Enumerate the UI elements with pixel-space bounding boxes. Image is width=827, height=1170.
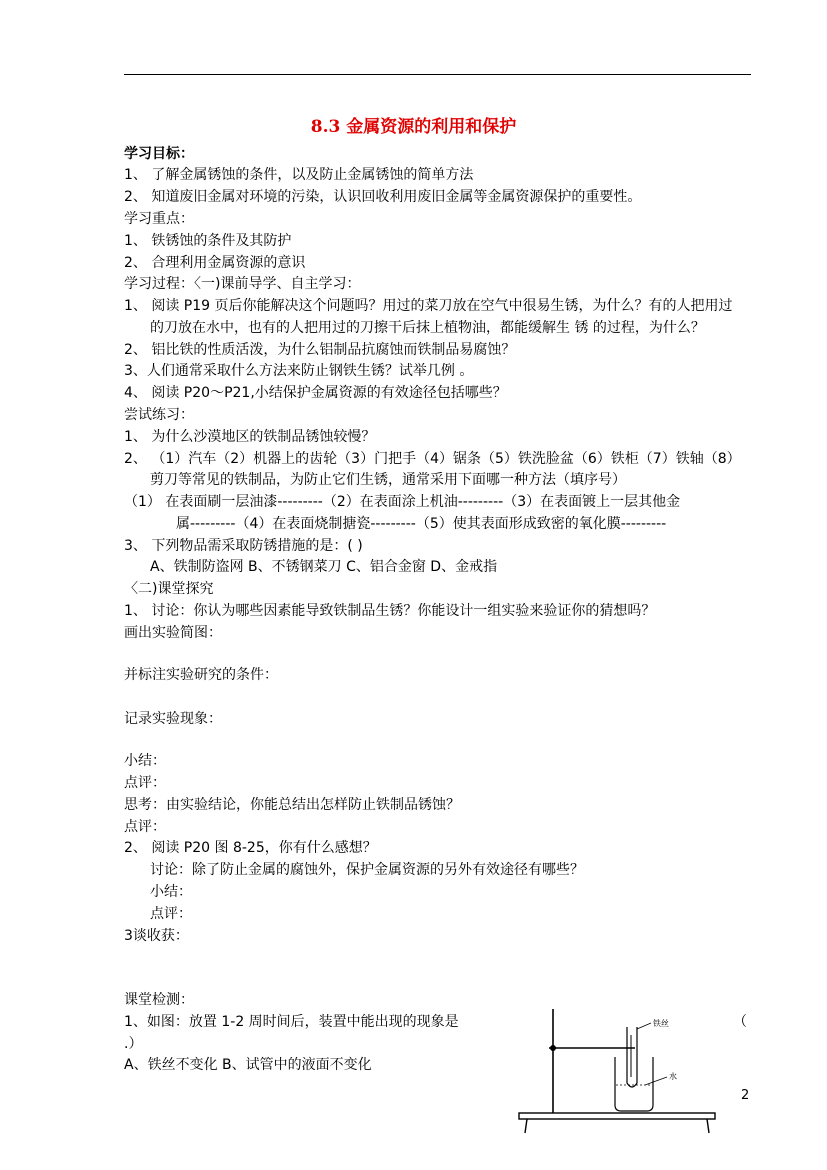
text-line: 2、 （1）汽车（2）机器上的齿轮（3）门把手（4）锯条（5）铁洗脸盆（6）铁柜（7）铁轴（8） <box>124 451 741 467</box>
text-line: 1、 了解金属锈蚀的条件，以及防止金属锈蚀的简单方法 <box>124 167 474 183</box>
section-heading: 课堂检测： <box>124 992 194 1008</box>
text-line: 点评： <box>124 775 166 791</box>
text-line: .） <box>124 1036 143 1052</box>
text-line: A、铁丝不变化 B、试管中的液面不变化 <box>124 1057 372 1073</box>
text-line: 2、 知道废旧金属对环境的污染，认识回收利用废旧金属等金属资源保护的重要性。 <box>124 189 642 205</box>
text-line: 2、 阅读 P20 图 8-25，你有什么感想？ <box>124 840 377 856</box>
text-line: 属---------（4）在表面烧制搪瓷---------（5）使其表面形成致密的氧化膜--------- <box>176 516 667 532</box>
text-line: 记录实验现象： <box>124 711 222 727</box>
experiment-apparatus-figure <box>505 1005 730 1135</box>
text-line: 3、 下列物品需采取防锈措施的是：( ) <box>124 538 363 554</box>
test-tube <box>627 1027 637 1087</box>
text-line: 小结： <box>124 753 166 769</box>
text-line: 思考：由实验结论，你能总结出怎样防止铁制品锈蚀？ <box>124 797 460 813</box>
text-line: 2、 铝比铁的性质活泼，为什么铝制品抗腐蚀而铁制品易腐蚀？ <box>124 342 516 358</box>
section-heading: 学习过程：〈一)课前导学、自主学习： <box>124 276 361 292</box>
text-line: 1、 铁锈蚀的条件及其防护 <box>124 233 292 249</box>
text-line: 点评： <box>124 819 166 835</box>
text-line: 讨论：除了防止金属的腐蚀外，保护金属资源的另外有效途径有哪些？ <box>150 862 584 878</box>
text-line: 3谈收获： <box>124 928 189 944</box>
text-line: （1） 在表面刷一层油漆---------（2）在表面涂上机油---------（3）在表面镀上一层其他金 <box>124 494 681 510</box>
page-number: 2 <box>741 1088 750 1103</box>
section-heading: 〈二)课堂探究 <box>124 581 214 597</box>
text-line: 小结： <box>150 884 192 900</box>
page-title: 8.3 金属资源的利用和保护 <box>310 117 517 137</box>
text-line: 的刀放在水中，也有的人把用过的刀擦干后抹上植物油，都能缓解生 锈 的过程，为什么？ <box>150 320 705 336</box>
section-heading: 学习目标： <box>124 146 194 162</box>
section-heading: 学习重点： <box>124 211 194 227</box>
text-line: 3、人们通常采取什么方法来防止钢铁生锈？试举几例 。 <box>124 363 474 379</box>
text-line: 1、 为什么沙漠地区的铁制品锈蚀较慢？ <box>124 429 376 445</box>
text-line: 剪刀等常见的铁制品，为防止它们生锈，通常采用下面哪一种方法（填序号） <box>150 472 626 488</box>
text-line: 4、 阅读 P20～P21,小结保护金属资源的有效途径包括哪些？ <box>124 385 507 401</box>
text-line: 并标注实验研究的条件： <box>124 667 278 683</box>
header-rule <box>124 74 751 75</box>
text-line: 1、如图：放置 1-2 周时间后，装置中能出现的现象是 <box>124 1014 459 1030</box>
text-line: 2、 合理利用金属资源的意识 <box>124 255 306 271</box>
label-leader <box>645 1077 667 1085</box>
clamp-joint <box>550 1045 556 1051</box>
base-leg <box>525 1119 527 1133</box>
text-line: 点评： <box>150 906 192 922</box>
iron-wire-label: 铁丝 <box>653 1019 669 1028</box>
section-heading: 尝试练习： <box>124 407 194 423</box>
stand-base <box>519 1113 715 1119</box>
text-line: 画出实验简图： <box>124 625 222 641</box>
text-line: 1、 讨论：你认为哪些因素能导致铁制品生锈？你能设计一组实验来验证你的猜想吗？ <box>124 603 656 619</box>
text-line: （ <box>733 1014 747 1030</box>
text-line: 1、 阅读 P19 页后你能解决这个问题吗？用过的菜刀放在空气中很易生锈，为什么？有的人把用过 <box>124 298 733 314</box>
label-leader <box>637 1023 651 1029</box>
base-leg <box>707 1119 709 1133</box>
water-label: 水 <box>669 1072 677 1081</box>
text-line: A、铁制防盗网 B、不锈钢菜刀 C、铝合金窗 D、金戒指 <box>150 559 498 575</box>
